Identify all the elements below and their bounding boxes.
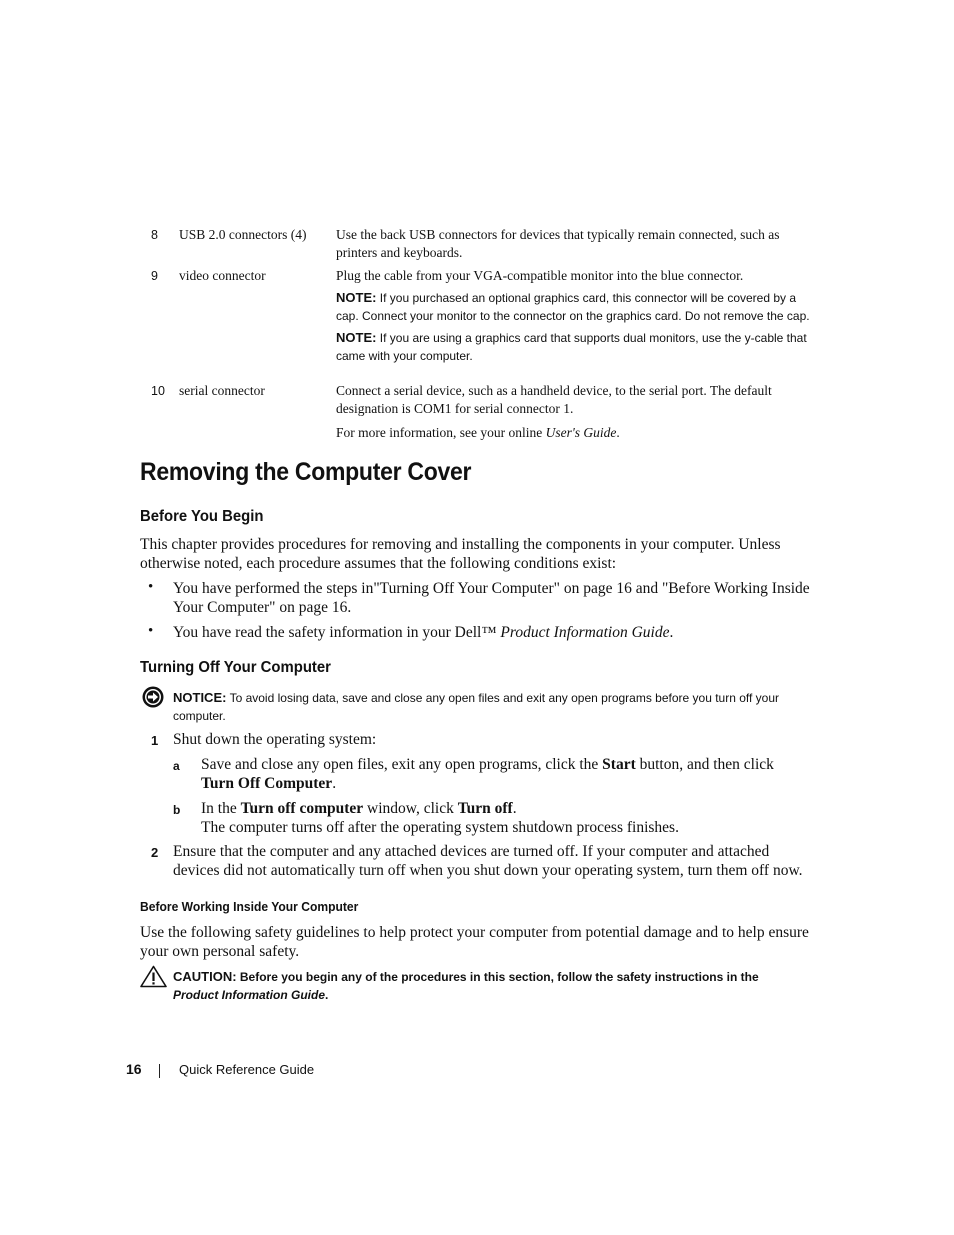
connector-number: 9	[151, 269, 158, 283]
connector-name: USB 2.0 connectors (4)	[179, 227, 307, 242]
more-info-suffix: .	[616, 425, 620, 440]
substep-text-part: .	[332, 775, 337, 792]
connector-description-block	[336, 267, 812, 365]
list-item	[173, 623, 815, 642]
section-heading-turning-off: Turning Off Your Computer	[140, 659, 331, 676]
page-number: 16	[126, 1061, 142, 1077]
connector-number: 10	[151, 384, 165, 398]
note-label: NOTE:	[336, 290, 377, 305]
connector-description-block	[336, 382, 812, 442]
notice	[173, 689, 798, 725]
turn-off-window-ref: Turn off computer	[240, 800, 364, 817]
notice-text: To avoid losing data, save and close any open files and exit any open programs before you turn off your computer.	[173, 691, 780, 723]
turn-off-computer-ref: Turn Off Computer	[201, 775, 333, 792]
substep-text-part: button, and then click	[635, 756, 774, 773]
users-guide-reference: User's Guide	[545, 425, 617, 440]
substep-text-part: .	[512, 800, 517, 817]
connector-description: Connect a serial device, such as a handheld device, to the serial port. The default designation is COM1 for serial connector 1.	[336, 383, 772, 416]
bullet-icon: •	[148, 579, 154, 595]
page-title: Removing the Computer Cover	[140, 458, 472, 486]
connector-description: Plug the cable from your VGA-compatible monitor into the blue connector.	[336, 268, 744, 283]
note-text: If you are using a graphics card that supports dual monitors, use the y-cable that came with your computer.	[336, 331, 807, 363]
substep-label: b	[173, 803, 181, 817]
step-number: 2	[151, 845, 159, 860]
intro-paragraph: This chapter provides procedures for removing and installing the components in your computer. Unless otherwise noted, each procedure assumes that the following conditions exist:	[140, 536, 781, 572]
notice-icon	[142, 686, 164, 713]
more-info-text: For more information, see your online	[336, 425, 546, 440]
caution-icon	[140, 965, 167, 993]
notice-label: NOTICE:	[173, 690, 227, 705]
connector-name: video connector	[179, 268, 266, 283]
more-info	[336, 424, 812, 442]
bullet-icon: •	[148, 623, 154, 639]
step-text: Ensure that the computer and any attached devices are turned off. If your computer and attached devices did not automatically turn off when you shut down your operating system, turn them off now.	[173, 843, 803, 879]
list-item-suffix: .	[669, 624, 674, 641]
substep-label: a	[173, 759, 180, 773]
substep-text	[201, 755, 801, 793]
caution-text: Before you begin any of the procedures in this section, follow the safety instructions in the	[236, 970, 759, 984]
substep-text-part: window, click	[363, 800, 458, 817]
footer-divider	[159, 1064, 160, 1078]
product-guide-reference: Product Information Guide	[500, 624, 670, 641]
list-item: You have performed the steps in"Turning Off Your Computer" on page 16 and "Before Working Inside Your Computer" on page 16.	[173, 580, 810, 616]
substep-text-part: In the	[201, 800, 241, 817]
footer-title: Quick Reference Guide	[179, 1062, 315, 1077]
note	[336, 329, 812, 365]
step-text: Shut down the operating system:	[173, 731, 377, 748]
substep-text-part: Save and close any open files, exit any open programs, click the	[201, 756, 603, 773]
section-heading-before-working: Before Working Inside Your Computer	[140, 899, 359, 914]
substep-text	[201, 799, 801, 837]
caution	[173, 968, 793, 1004]
intro-paragraph: Use the following safety guidelines to help protect your computer from potential damage and to help ensure your own personal safety.	[140, 924, 809, 960]
turn-off-ref: Turn off	[457, 800, 513, 817]
connector-description: Use the back USB connectors for devices that typically remain connected, such as printers and keyboards.	[336, 227, 780, 260]
connector-name: serial connector	[179, 383, 265, 398]
note-text: If you purchased an optional graphics card, this connector will be covered by a cap. Connect your monitor to the connector on the graphics card. Do not remove the cap.	[336, 291, 810, 323]
step-number: 1	[151, 733, 159, 748]
note-label: NOTE:	[336, 330, 377, 345]
substep-text-part: The computer turns off after the operating system shutdown process finishes.	[201, 819, 679, 836]
caution-label: CAUTION:	[173, 969, 237, 984]
list-item-text: You have read the safety information in your Dell™	[173, 624, 501, 641]
section-heading-before-you-begin: Before You Begin	[140, 508, 264, 525]
product-guide-reference: Product Information Guide	[173, 987, 325, 1002]
caution-suffix: .	[325, 987, 329, 1002]
start-button-ref: Start	[602, 756, 636, 773]
connector-number: 8	[151, 228, 158, 242]
note	[336, 289, 812, 325]
